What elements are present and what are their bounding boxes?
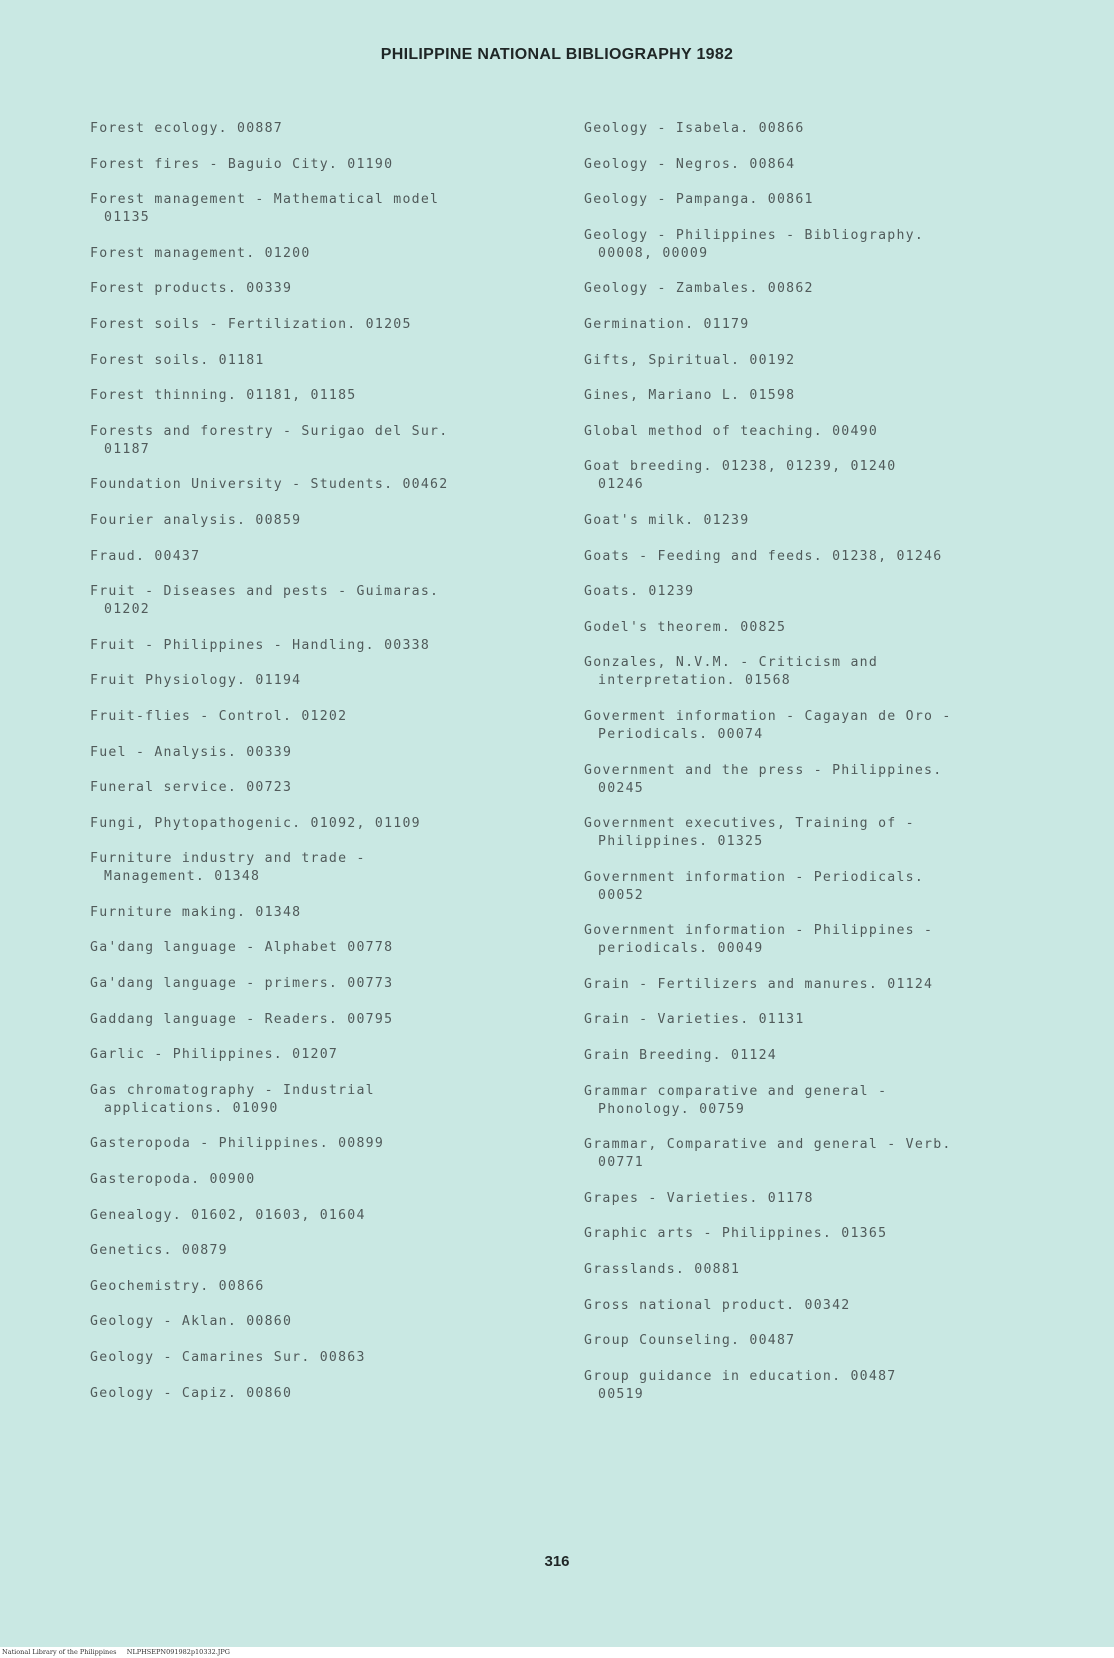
index-entry: Goat's milk. 01239 <box>584 512 750 528</box>
index-entry: Forest soils. 01181 <box>90 352 265 368</box>
index-entry: Forest products. 00339 <box>90 281 293 297</box>
scan-source: National Library of the Philippines <box>2 1648 117 1656</box>
index-entry: Goats - Feeding and feeds. 01238, 01246 <box>584 548 943 564</box>
index-entry: Fungi, Phytopathogenic. 01092, 01109 <box>90 815 421 831</box>
index-entry: Government information - Periodicals. 00052 <box>584 869 925 903</box>
index-entry: Genealogy. 01602, 01603, 01604 <box>90 1207 366 1223</box>
index-entry: Grammar comparative and general - Phonology. 00759 <box>584 1083 888 1117</box>
index-entry: Fruit-flies - Control. 01202 <box>90 708 348 724</box>
index-entry: Goverment information - Cagayan de Oro - Periodicals. 00074 <box>584 708 952 742</box>
index-entry: Geology - Zambales. 00862 <box>584 281 814 297</box>
page-header: PHILIPPINE NATIONAL BIBLIOGRAPHY 1982 <box>380 46 734 63</box>
index-entry: Forest soils - Fertilization. 01205 <box>90 316 412 332</box>
index-entry: Goats. 01239 <box>584 584 695 600</box>
index-entry: Gross national product. 00342 <box>584 1297 851 1313</box>
index-entry: Garlic - Philippines. 01207 <box>90 1047 339 1063</box>
index-entry: Forest management. 01200 <box>90 245 311 261</box>
index-entry: Genetics. 00879 <box>90 1243 228 1259</box>
index-column-left <box>90 120 560 1420</box>
index-entry: Gifts, Spiritual. 00192 <box>584 352 796 368</box>
index-entry: Fruit - Diseases and pests - Guimaras. 01202 <box>90 584 440 618</box>
index-entry: Furniture making. 01348 <box>90 904 302 920</box>
index-entry: Gas chromatography - Industrial applications. 01090 <box>90 1082 375 1116</box>
index-entry: Government information - Philippines - periodicals. 00049 <box>584 923 934 957</box>
index-entry: Fuel - Analysis. 00339 <box>90 744 293 760</box>
index-entry: Fraud. 00437 <box>90 548 201 564</box>
index-entry: Funeral service. 00723 <box>90 780 293 796</box>
index-entry: Group guidance in education. 00487 00519 <box>584 1368 897 1402</box>
index-entry: Goat breeding. 01238, 01239, 01240 01246 <box>584 459 897 493</box>
index-entry: Godel's theorem. 00825 <box>584 619 787 635</box>
index-entry: Grain - Varieties. 01131 <box>584 1012 805 1028</box>
index-entry: Grain - Fertilizers and manures. 01124 <box>584 976 934 992</box>
index-entry: Gaddang language - Readers. 00795 <box>90 1011 394 1027</box>
index-entry: Grammar, Comparative and general - Verb. 00771 <box>584 1137 952 1171</box>
index-entry: Geology - Camarines Sur. 00863 <box>90 1350 366 1365</box>
index-entry: Gasteropoda. 00900 <box>90 1172 256 1188</box>
index-entry: Group Counseling. 00487 <box>584 1333 796 1349</box>
index-entry: Ga'dang language - Alphabet 00778 <box>90 940 394 956</box>
index-entry: Global method of teaching. 00490 <box>584 423 879 439</box>
index-entry: Forests and forestry - Surigao del Sur. 01187 <box>90 423 449 457</box>
index-entry: Furniture industry and trade - Management. 01348 <box>90 851 366 885</box>
index-entry: Grapes - Varieties. 01178 <box>584 1190 814 1206</box>
index-entry: Fruit Physiology. 01194 <box>90 673 302 689</box>
index-entry: Forest fires - Baguio City. 01190 <box>90 156 394 172</box>
index-entry: Grain Breeding. 01124 <box>584 1048 777 1064</box>
index-entry: Fourier analysis. 00859 <box>90 512 302 528</box>
index-entry: Forest thinning. 01181, 01185 <box>90 388 357 404</box>
index-entry: Geology - Negros. 00864 <box>584 156 796 172</box>
index-entry: Grasslands. 00881 <box>584 1262 741 1278</box>
index-entry: Geochemistry. 00866 <box>90 1278 265 1294</box>
index-entry: Gines, Mariano L. 01598 <box>584 388 796 404</box>
index-entry: Government and the press - Philippines. 00245 <box>584 762 943 796</box>
index-entry: Ga'dang language - primers. 00773 <box>90 976 394 992</box>
index-entry: Government executives, Training of - Philippines. 01325 <box>584 816 915 850</box>
index-entry: Geology - Pampanga. 00861 <box>584 192 814 208</box>
scan-footer-text <box>2 1648 230 1656</box>
index-entry: Geology - Aklan. 00860 <box>90 1314 293 1330</box>
index-entry: Forest management - Mathematical model 01135 <box>90 192 440 226</box>
page-number: 316 <box>544 1553 570 1570</box>
index-entry: Geology - Isabela. 00866 <box>584 121 805 136</box>
index-entry: Graphic arts - Philippines. 01365 <box>584 1226 888 1242</box>
scan-filename: NLPHSEPN091982p10332.JPG <box>126 1648 230 1656</box>
index-entry: Fruit - Philippines - Handling. 00338 <box>90 637 431 653</box>
index-entry: Foundation University - Students. 00462 <box>90 477 449 493</box>
index-column-right <box>584 120 1054 1421</box>
index-entry: Geology - Philippines - Bibliography. 00008, 00009 <box>584 227 925 261</box>
index-entry: Germination. 01179 <box>584 316 750 332</box>
index-entry: Gasteropoda - Philippines. 00899 <box>90 1136 385 1152</box>
index-entry: Geology - Capiz. 00860 <box>90 1385 293 1401</box>
index-entry: Forest ecology. 00887 <box>90 121 283 136</box>
index-entry: Gonzales, N.V.M. - Criticism and interpretation. 01568 <box>584 655 879 689</box>
